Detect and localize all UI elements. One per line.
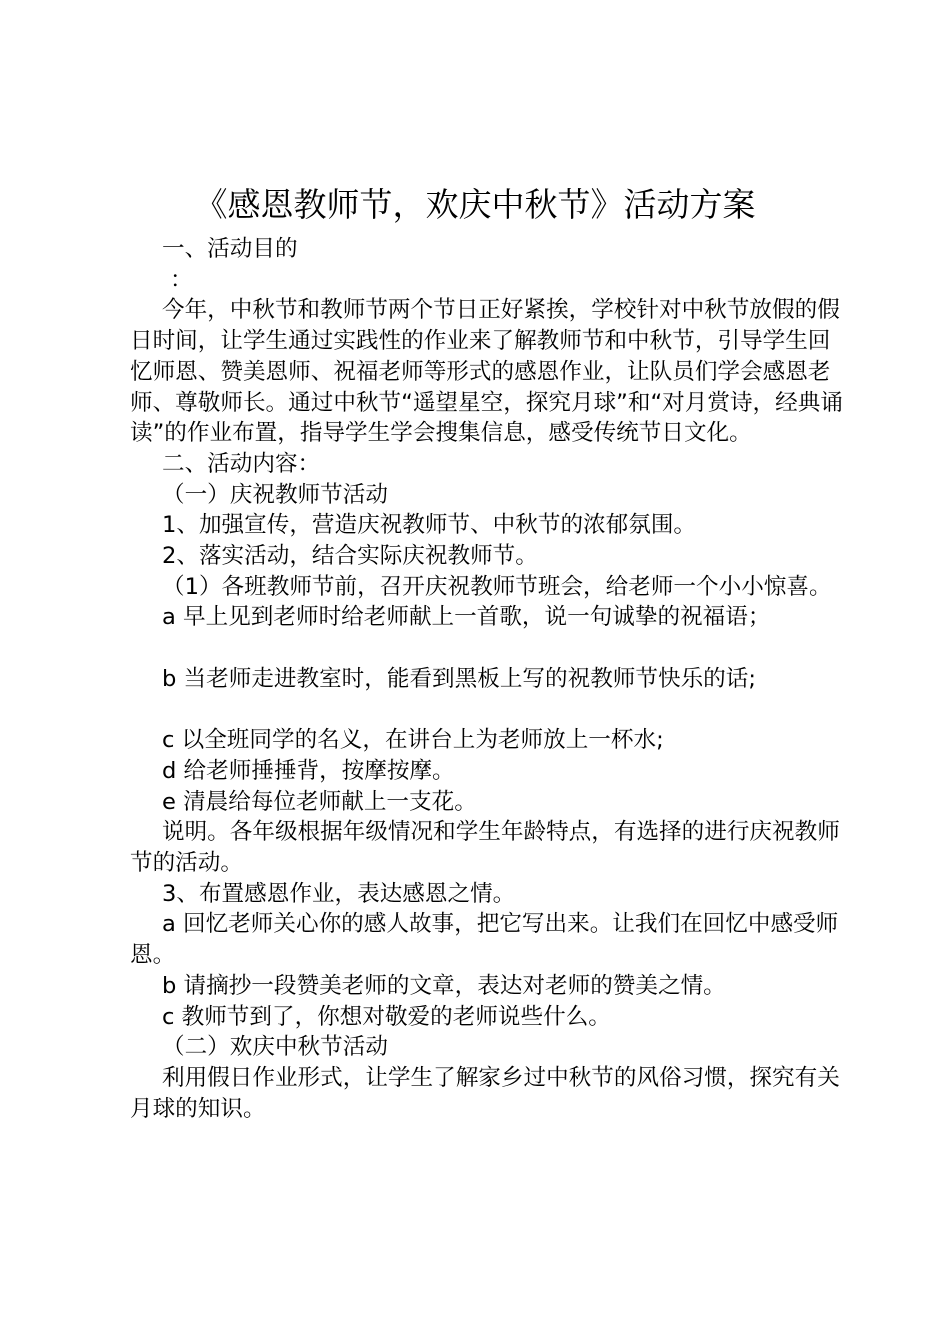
list-item: a 早上见到老师时给老师献上一首歌，说一句诚挚的祝福语； [162,604,771,631]
list-item: 3、布置感恩作业，表达感恩之情。 [162,880,516,907]
subheading-teachers-day: （一）庆祝教师节活动 [162,481,388,508]
subheading-mid-autumn: （二）欢庆中秋节活动 [162,1034,388,1061]
note-paragraph: 说明。各年级根据年级情况和学生年龄特点，有选择的进行庆祝教师节的活动。 [130,819,840,877]
document-title: 《感恩教师节，欢庆中秋节》活动方案 [194,185,756,224]
colon-line: ： [170,266,193,293]
list-item: 2、落实活动，结合实际庆祝教师节。 [162,543,538,570]
list-item: c 教师节到了，你想对敬爱的老师说些什么。 [162,1003,611,1030]
list-item: e 清晨给每位老师献上一支花。 [162,788,477,815]
document-body [130,234,850,1124]
heading-purpose: 一、活动目的 [162,236,298,262]
list-item: d 给老师捶捶背，按摩按摩。 [162,757,455,784]
heading-content: 二、活动内容： [162,450,321,477]
list-item: （1）各班教师节前，召开庆祝教师节班会，给老师一个小小惊喜。 [162,573,832,600]
list-item: b 当老师走进教室时，能看到黑板上写的祝教师节快乐的话; [162,665,756,692]
list-item: a 回忆老师关心你的感人故事，把它写出来。让我们在回忆中感受师恩。 [130,911,839,969]
list-item: b 请摘抄一段赞美老师的文章，表达对老师的赞美之情。 [162,972,726,999]
list-item: c 以全班同学的名义，在讲台上为老师放上一杯水; [162,727,664,754]
list-item: 1、加强宣传，营造庆祝教师节、中秋节的浓郁氛围。 [162,512,697,539]
paragraph-intro: 今年，中秋节和教师节两个节日正好紧挨，学校针对中秋节放假的假日时间，让学生通过实践性的作业来了解教师节和中秋节，引导学生回忆师恩、赞美恩师、祝福老师等形式的感恩作业，让队员们学会感恩老师、尊敬师长。通过中秋节“遥望星空，探究月球”和“对月赏诗，经典诵读”的作业布置，指导学生学会搜集信息，感受传统节日文化。 [130,297,843,447]
paragraph-closing: 利用假日作业形式，让学生了解家乡过中秋节的风俗习惯，探究有关月球的知识。 [130,1064,840,1122]
